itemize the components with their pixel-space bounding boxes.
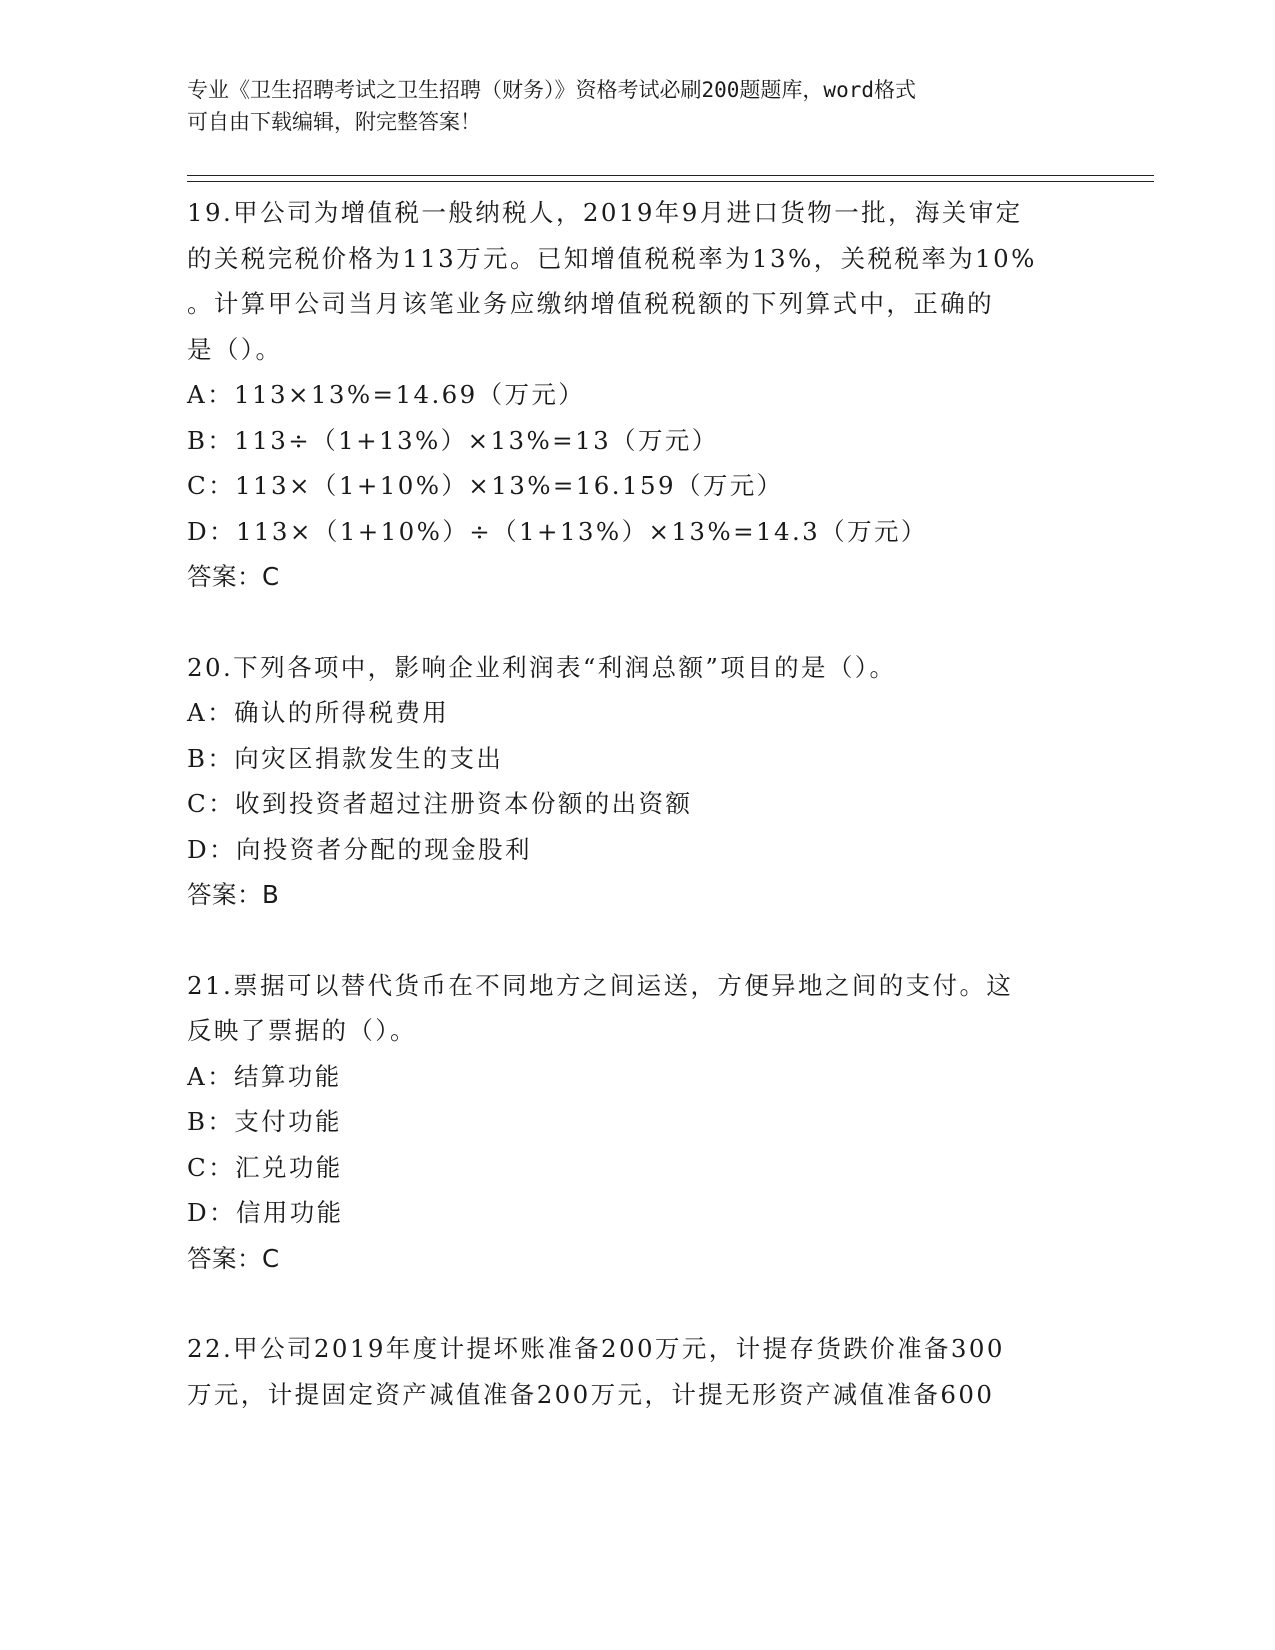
question-stem-line: 22.甲公司2019年度计提坏账准备200万元，计提存货跌价准备300 bbox=[187, 1334, 1005, 1363]
question-stem-line: 20.下列各项中，影响企业利润表“利润总额”项目的是（）。 bbox=[187, 652, 897, 682]
header-line: 可自由下载编辑，附完整答案！ bbox=[187, 110, 481, 134]
document-header bbox=[187, 74, 1067, 138]
option-b: B：支付功能 bbox=[187, 1107, 342, 1136]
question-stem-line: 21.票据可以替代货币在不同地方之间运送，方便异地之间的支付。这 bbox=[187, 970, 1014, 1000]
question-19 bbox=[187, 190, 1087, 600]
option-c: C：113×（1+10%）×13%=16.159（万元） bbox=[187, 471, 784, 500]
option-a: A：确认的所得税费用 bbox=[187, 698, 450, 727]
option-a: A：113×13%=14.69（万元） bbox=[187, 380, 586, 409]
option-b: B：向灾区捐款发生的支出 bbox=[187, 743, 504, 773]
option-c: C：收到投资者超过注册资本份额的出资额 bbox=[187, 789, 693, 818]
question-gap bbox=[187, 918, 1087, 963]
option-b: B：113÷（1+13%）×13%=13（万元） bbox=[187, 425, 719, 455]
option-d: D：113×（1+10%）÷（1+13%）×13%=14.3（万元） bbox=[187, 516, 928, 546]
answer-label: 答案：B bbox=[187, 880, 280, 909]
question-22 bbox=[187, 1326, 1087, 1417]
header-divider-bottom bbox=[187, 181, 1154, 182]
question-gap bbox=[187, 600, 1087, 645]
header-divider-top bbox=[187, 175, 1154, 176]
option-d: D：信用功能 bbox=[187, 1198, 344, 1227]
question-gap bbox=[187, 1281, 1087, 1326]
option-a: A：结算功能 bbox=[187, 1061, 342, 1091]
question-21 bbox=[187, 963, 1087, 1282]
question-stem-line: 是（）。 bbox=[187, 334, 283, 364]
question-stem-line: 反映了票据的（）。 bbox=[187, 1016, 417, 1045]
question-stem-line: 19.甲公司为增值税一般纳税人，2019年9月进口货物一批，海关审定 bbox=[187, 198, 1023, 227]
option-d: D：向投资者分配的现金股利 bbox=[187, 834, 532, 864]
question-stem-line: 万元，计提固定资产减值准备200万元，计提无形资产减值准备600 bbox=[187, 1379, 995, 1409]
option-c: C：汇兑功能 bbox=[187, 1152, 343, 1182]
question-stem-line: 。计算甲公司当月该笔业务应缴纳增值税税额的下列算式中，正确的 bbox=[187, 289, 994, 318]
question-list bbox=[187, 190, 1087, 1417]
question-20 bbox=[187, 645, 1087, 918]
answer-label: 答案：C bbox=[187, 1243, 280, 1273]
header-line: 专业《卫生招聘考试之卫生招聘（财务）》资格考试必刷200题题库，word格式 bbox=[187, 78, 916, 102]
answer-label: 答案：C bbox=[187, 562, 280, 591]
question-stem-line: 的关税完税价格为113万元。已知增值税税率为13%，关税税率为10% bbox=[187, 243, 1037, 273]
